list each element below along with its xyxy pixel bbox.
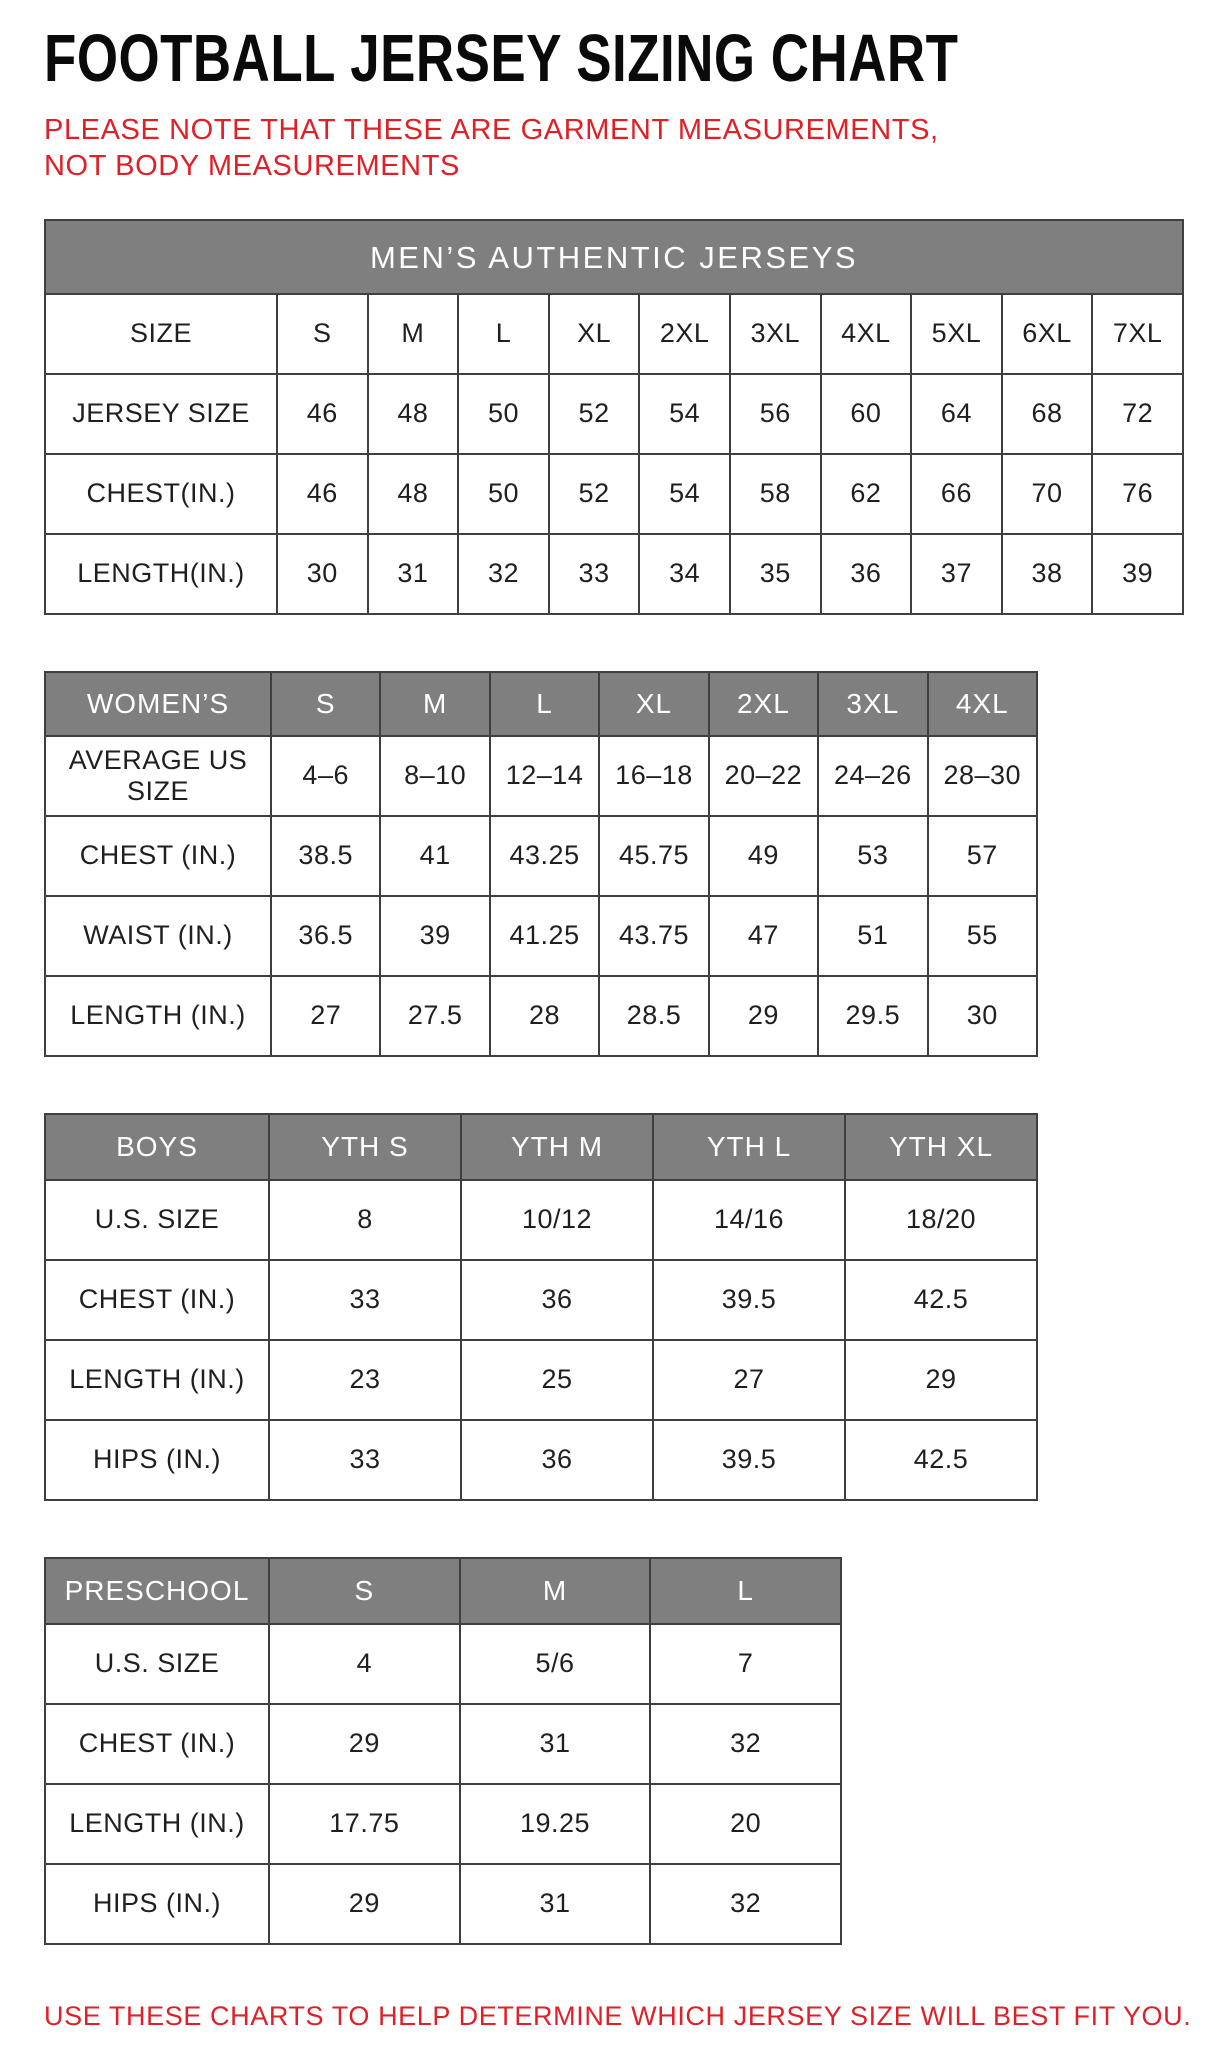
value-cell: 30 [277, 534, 368, 614]
value-cell: 39.5 [653, 1420, 845, 1500]
row-label-cell: LENGTH (IN.) [45, 976, 271, 1056]
header-cell: 2XL [709, 672, 818, 736]
row-label-cell: LENGTH (IN.) [45, 1784, 269, 1864]
value-cell: 17.75 [269, 1784, 460, 1864]
preschool-sizing-section [44, 1557, 1220, 1945]
value-cell: 72 [1092, 374, 1183, 454]
value-cell: 27 [271, 976, 380, 1056]
value-cell: 39.5 [653, 1260, 845, 1340]
header-cell: XL [599, 672, 708, 736]
value-cell: 28–30 [928, 736, 1037, 816]
value-cell: 48 [368, 374, 459, 454]
value-cell: 47 [709, 896, 818, 976]
value-cell: 29 [269, 1864, 460, 1944]
value-cell: 76 [1092, 454, 1183, 534]
value-cell: 38 [1002, 534, 1093, 614]
table-row [45, 374, 1183, 454]
value-cell: 39 [1092, 534, 1183, 614]
value-cell: 64 [911, 374, 1002, 454]
value-cell: 23 [269, 1340, 461, 1420]
row-label-cell: AVERAGE US SIZE [45, 736, 271, 816]
value-cell: 38.5 [271, 816, 380, 896]
header-cell: M [460, 1558, 651, 1624]
value-cell: 29 [709, 976, 818, 1056]
value-cell: 4–6 [271, 736, 380, 816]
value-cell: 43.25 [490, 816, 599, 896]
row-label-cell: LENGTH (IN.) [45, 1340, 269, 1420]
row-label-cell: CHEST (IN.) [45, 1704, 269, 1784]
row-label-cell: JERSEY SIZE [45, 374, 277, 454]
value-cell: 58 [730, 454, 821, 534]
table-row [45, 1180, 1037, 1260]
value-cell: 14/16 [653, 1180, 845, 1260]
value-cell: L [458, 294, 549, 374]
header-cell: YTH L [653, 1114, 845, 1180]
value-cell: 54 [639, 374, 730, 454]
value-cell: 8 [269, 1180, 461, 1260]
row-label-cell: CHEST (IN.) [45, 1260, 269, 1340]
value-cell: 55 [928, 896, 1037, 976]
row-label-cell: WAIST (IN.) [45, 896, 271, 976]
value-cell: 41 [380, 816, 489, 896]
header-cell: 4XL [928, 672, 1037, 736]
value-cell: 33 [549, 534, 640, 614]
value-cell: 52 [549, 374, 640, 454]
value-cell: 70 [1002, 454, 1093, 534]
row-label-cell: SIZE [45, 294, 277, 374]
table-row [45, 976, 1037, 1056]
value-cell: 36.5 [271, 896, 380, 976]
table-row [45, 454, 1183, 534]
value-cell: 52 [549, 454, 640, 534]
header-cell: YTH S [269, 1114, 461, 1180]
value-cell: 37 [911, 534, 1002, 614]
garment-measurement-note: PLEASE NOTE THAT THESE ARE GARMENT MEASUREMENTS, NOT BODY MEASUREMENTS [44, 114, 939, 183]
value-cell: 10/12 [461, 1180, 653, 1260]
value-cell: 5XL [911, 294, 1002, 374]
row-label-cell: LENGTH(IN.) [45, 534, 277, 614]
value-cell: 32 [458, 534, 549, 614]
value-cell: 43.75 [599, 896, 708, 976]
value-cell: 66 [911, 454, 1002, 534]
table-row [45, 1340, 1037, 1420]
value-cell: 68 [1002, 374, 1093, 454]
value-cell: 32 [650, 1864, 841, 1944]
row-label-cell: U.S. SIZE [45, 1624, 269, 1704]
header-label-cell: PRESCHOOL [45, 1558, 269, 1624]
header-cell: YTH M [461, 1114, 653, 1180]
boys-sizing-section [44, 1113, 1220, 1501]
header-cell: M [380, 672, 489, 736]
header-label-cell: BOYS [45, 1114, 269, 1180]
value-cell: 32 [650, 1704, 841, 1784]
value-cell: 50 [458, 454, 549, 534]
mens-sizing-table [44, 293, 1184, 615]
header-label-cell: WOMEN’S [45, 672, 271, 736]
value-cell: 31 [368, 534, 459, 614]
value-cell: 45.75 [599, 816, 708, 896]
header-row [45, 1114, 1037, 1180]
value-cell: 20–22 [709, 736, 818, 816]
value-cell: 6XL [1002, 294, 1093, 374]
value-cell: 3XL [730, 294, 821, 374]
value-cell: 33 [269, 1260, 461, 1340]
value-cell: 36 [821, 534, 912, 614]
value-cell: 56 [730, 374, 821, 454]
value-cell: 29 [845, 1340, 1037, 1420]
page-title: FOOTBALL JERSEY SIZING CHART [44, 21, 959, 96]
value-cell: 46 [277, 454, 368, 534]
womens-sizing-section [44, 671, 1220, 1057]
value-cell: 7 [650, 1624, 841, 1704]
preschool-sizing-table [44, 1557, 842, 1945]
header-cell: L [490, 672, 599, 736]
value-cell: 36 [461, 1420, 653, 1500]
value-cell: 2XL [639, 294, 730, 374]
value-cell: 30 [928, 976, 1037, 1056]
row-label-cell: CHEST(IN.) [45, 454, 277, 534]
table-row [45, 736, 1037, 816]
value-cell: 57 [928, 816, 1037, 896]
table-row [45, 1624, 841, 1704]
value-cell: 5/6 [460, 1624, 651, 1704]
value-cell: 31 [460, 1864, 651, 1944]
value-cell: 48 [368, 454, 459, 534]
table-row [45, 1864, 841, 1944]
value-cell: 46 [277, 374, 368, 454]
value-cell: 42.5 [845, 1420, 1037, 1500]
mens-sizing-section [44, 219, 1220, 615]
value-cell: 35 [730, 534, 821, 614]
value-cell: M [368, 294, 459, 374]
value-cell: 60 [821, 374, 912, 454]
row-label-cell: HIPS (IN.) [45, 1420, 269, 1500]
header-cell: S [269, 1558, 460, 1624]
table-row [45, 1420, 1037, 1500]
header-row [45, 1558, 841, 1624]
row-label-cell: CHEST (IN.) [45, 816, 271, 896]
value-cell: 28.5 [599, 976, 708, 1056]
value-cell: 54 [639, 454, 730, 534]
table-row [45, 534, 1183, 614]
value-cell: 50 [458, 374, 549, 454]
womens-sizing-table [44, 671, 1038, 1057]
value-cell: 20 [650, 1784, 841, 1864]
value-cell: 42.5 [845, 1260, 1037, 1340]
value-cell: 36 [461, 1260, 653, 1340]
value-cell: 53 [818, 816, 927, 896]
value-cell: 28 [490, 976, 599, 1056]
table-row [45, 896, 1037, 976]
mens-table-title: MEN’S AUTHENTIC JERSEYS [44, 219, 1184, 293]
value-cell: 62 [821, 454, 912, 534]
value-cell: 31 [460, 1704, 651, 1784]
value-cell: 27.5 [380, 976, 489, 1056]
table-row [45, 816, 1037, 896]
value-cell: XL [549, 294, 640, 374]
value-cell: 25 [461, 1340, 653, 1420]
header-cell: YTH XL [845, 1114, 1037, 1180]
value-cell: 12–14 [490, 736, 599, 816]
value-cell: 39 [380, 896, 489, 976]
value-cell: 49 [709, 816, 818, 896]
boys-sizing-table [44, 1113, 1038, 1501]
header-cell: S [271, 672, 380, 736]
row-label-cell: U.S. SIZE [45, 1180, 269, 1260]
value-cell: 19.25 [460, 1784, 651, 1864]
fit-advice-footer: USE THESE CHARTS TO HELP DETERMINE WHICH JERSEY SIZE WILL BEST FIT YOU. [44, 2000, 1192, 2031]
value-cell: 24–26 [818, 736, 927, 816]
row-label-cell: HIPS (IN.) [45, 1864, 269, 1944]
value-cell: 7XL [1092, 294, 1183, 374]
value-cell: 51 [818, 896, 927, 976]
value-cell: 27 [653, 1340, 845, 1420]
table-row [45, 294, 1183, 374]
table-row [45, 1260, 1037, 1340]
value-cell: 8–10 [380, 736, 489, 816]
value-cell: 41.25 [490, 896, 599, 976]
value-cell: 4 [269, 1624, 460, 1704]
header-row [45, 672, 1037, 736]
header-cell: 3XL [818, 672, 927, 736]
header-cell: L [650, 1558, 841, 1624]
value-cell: 29.5 [818, 976, 927, 1056]
value-cell: 16–18 [599, 736, 708, 816]
value-cell: 4XL [821, 294, 912, 374]
value-cell: S [277, 294, 368, 374]
value-cell: 29 [269, 1704, 460, 1784]
value-cell: 18/20 [845, 1180, 1037, 1260]
table-row [45, 1784, 841, 1864]
value-cell: 33 [269, 1420, 461, 1500]
table-row [45, 1704, 841, 1784]
value-cell: 34 [639, 534, 730, 614]
